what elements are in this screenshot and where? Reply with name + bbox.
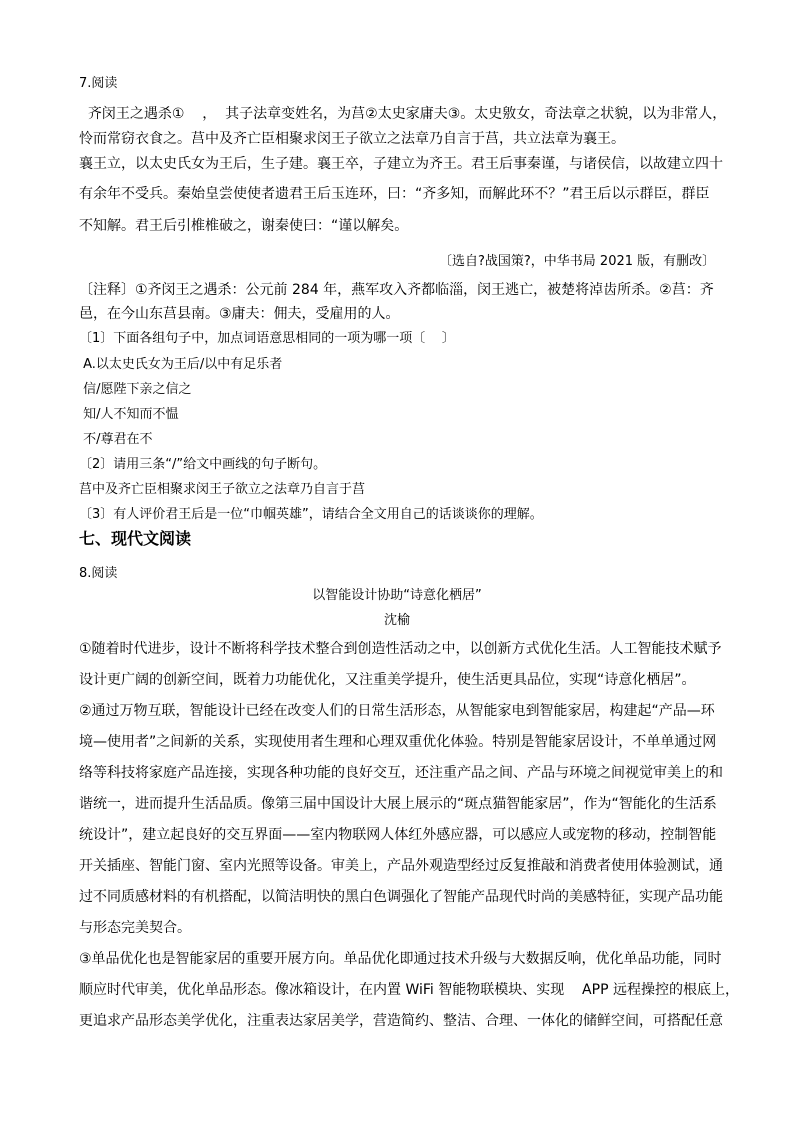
article-line: 顺应时代审美，优化单品形态。像冰箱设计，在内置 WiFi 智能物联模块、实现 APP 远程操控的根底上， (79, 982, 739, 998)
subquestion-3-prompt: 〔3〕有人评价君王后是一位“巾帼英雄”，请结合全文用自己的话谈谈你的理解。 (79, 507, 543, 522)
annotation-line: 〔注释〕①齐闵王之遇杀：公元前 284 年，燕军攻入齐都临淄，闵王逃亡，被楚将淖齿所杀。②莒：齐 (79, 282, 714, 298)
source-citation: 〔选自?战国策?，中华书局 2021 版，有删改〕 (439, 254, 716, 269)
article-line: 统设计”，建立起良好的交互界面——室内物联网人体红外感应器，可以感应人或宠物的移动，控制智能 (79, 827, 717, 843)
article-line: ②通过万物互联，智能设计已经在改变人们的日常生活形态，从智能家电到智能家居，构建起“产品—环 (79, 703, 715, 719)
subquestion-2-sentence: 莒中及齐亡臣相聚求闵王子欲立之法章乃自言于莒 (79, 482, 366, 497)
article-line: 谐统一，进而提升生活品质。像第三届中国设计大展上展示的“斑点猫智能家居”，作为“智能化的生活系 (79, 796, 717, 812)
subquestion-1-option: 知/人不知而不愠 (79, 407, 179, 422)
article-line: 更追求产品形态美学优化，注重表达家居美学，营造简约、整洁、合理、一体化的储鲜空间，可搭配任意 (79, 1013, 723, 1029)
subquestion-1-option: 信/愿陛下亲之信之 (79, 382, 192, 397)
article-line: 境—使用者”之间新的关系，实现使用者生理和心理双重优化体验。特别是智能家居设计，不单单通过网 (79, 734, 717, 750)
subquestion-2-prompt: 〔2〕请用三条“/”给文中画线的句子断句。 (79, 457, 327, 472)
subquestion-1-prompt: 〔1〕下面各组句子中，加点词语意思相同的一项为哪一项〔 〕 (79, 331, 455, 346)
passage-line: 怜而常窃衣食之。莒中及齐亡臣相聚求闵王子欲立之法章乃自言于莒，共立法章为襄王。 (79, 131, 625, 147)
article-author: 沈榆 (383, 613, 410, 628)
article-line: ③单品优化也是智能家居的重要开展方向。单品优化即通过技术升级与大数据反响，优化单品功能，同时 (79, 951, 722, 967)
question-8-label: 8.阅读 (79, 566, 118, 581)
passage-line: 不知解。君王后引椎椎破之，谢秦使曰：“谨以解矣。 (79, 218, 409, 234)
article-title: 以智能设计协助“诗意化栖居” (312, 588, 482, 603)
subquestion-1-option: 不/尊君在不 (79, 432, 153, 447)
section-heading: 七、现代文阅读 (79, 529, 192, 548)
article-line: 络等科技将家庭产品连接，实现各种功能的良好交互，还注重产品之间、产品与环境之间视觉审美上的和 (79, 765, 723, 781)
subquestion-1-option: A.以太史氏女为王后/以中有足乐者 (79, 357, 283, 372)
article-line: 过不同质感材料的有机搭配，以简洁明快的黑白色调强化了智能产品现代时尚的美感特征，实现产品功能 (79, 889, 723, 905)
question-7-label: 7.阅读 (79, 76, 118, 91)
annotation-line: 邑，在今山东莒县南。③庸夫：佣夫，受雇用的人。 (79, 306, 400, 322)
article-line: 开关插座、智能门窗、室内光照等设备。审美上，产品外观造型经过反复推敲和消费者使用体验测试，通 (79, 858, 723, 874)
article-line: ①随着时代进步，设计不断将科学技术整合到创造性活动之中，以创新方式优化生活。人工智能技术赋予 (79, 641, 722, 657)
passage-line: 齐闵王之遇杀① ， 其子法章变姓名，为莒②太史家庸夫③。太史敫女，奇法章之状貌，以为非常人， (79, 106, 727, 122)
passage-line: 襄王立，以太史氏女为王后，生子建。襄王卒，子建立为齐王。君王后事秦谨，与诸侯信，以故建立四十 (79, 156, 723, 172)
article-line: 与形态完美契合。 (79, 920, 191, 936)
article-line: 设计更广阔的创新空间，既着力功能优化，又注重美学提升，使生活更具品位，实现“诗意化栖居”。 (79, 672, 696, 688)
passage-line: 有余年不受兵。秦始皇尝使使者遗君王后玉连环，曰：“齐多知，而解此环不？”君王后以示群臣，群臣 (79, 186, 710, 202)
